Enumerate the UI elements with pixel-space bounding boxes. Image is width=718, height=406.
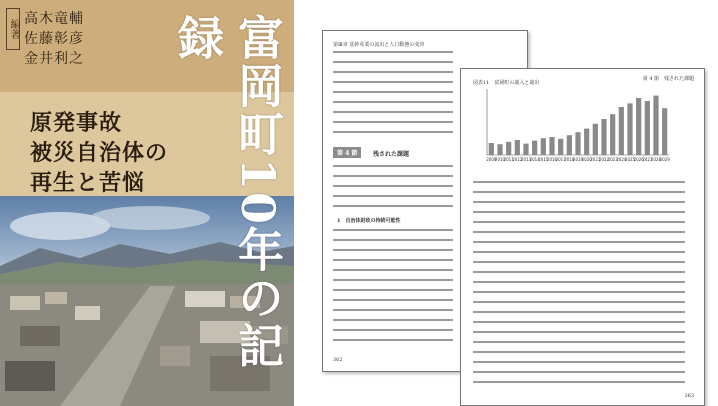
x-tick-label: 2013 (520, 157, 532, 162)
x-tick-label: 2009 (486, 157, 497, 162)
text-line (333, 339, 453, 341)
chart-bar (558, 139, 563, 155)
chart-bar (645, 101, 650, 155)
text-line (473, 211, 685, 213)
text-line (473, 371, 685, 373)
text-line (473, 361, 685, 363)
text-line (333, 165, 453, 167)
author-name: 高木竜輔 (24, 11, 84, 27)
text-line (473, 191, 685, 193)
text-line (333, 239, 453, 241)
x-tick-label: 2011 (503, 157, 514, 162)
text-line (473, 301, 685, 303)
text-line (333, 175, 453, 177)
text-line (473, 331, 685, 333)
x-tick-label: 2027 (642, 157, 653, 162)
text-line (333, 111, 453, 113)
text-line (333, 289, 453, 291)
running-header: 第Ⅲ章 基幹産業の流出と人口動態の変容 (333, 42, 425, 48)
text-line (473, 201, 685, 203)
bar-chart (473, 85, 673, 171)
x-tick-label: 2014 (529, 157, 540, 162)
x-tick-label: 2022 (598, 157, 610, 162)
chart-bar (489, 143, 494, 155)
text-line (333, 329, 453, 331)
chart-bar (610, 114, 615, 155)
chart-bar (601, 119, 606, 155)
chart-bar (567, 135, 572, 155)
text-line (473, 381, 685, 383)
chart-bar (541, 138, 546, 155)
chart-bar (619, 107, 624, 155)
x-tick-label: 2024 (616, 157, 627, 162)
text-line (333, 81, 453, 83)
text-line (333, 91, 453, 93)
x-tick-label: 2017 (555, 157, 566, 162)
text-line (333, 319, 453, 321)
text-line (473, 221, 685, 223)
text-line (333, 249, 453, 251)
text-line (333, 299, 453, 301)
text-line (333, 205, 453, 207)
book-cover (0, 0, 294, 406)
x-tick-label: 2015 (538, 157, 549, 162)
chart-bar (636, 98, 641, 155)
text-line (333, 309, 453, 311)
chart-bar (627, 103, 632, 155)
author-name: 金井利之 (24, 51, 84, 67)
chart-bar (593, 124, 598, 155)
x-tick-label: 2026 (633, 157, 644, 162)
chart-bar (515, 140, 520, 155)
x-tick-label: 2012 (512, 157, 523, 162)
chart-bar (584, 129, 589, 155)
chart-bar (532, 141, 537, 155)
text-line (333, 259, 453, 261)
editor-tag: 編著 (6, 8, 20, 50)
chart-bar (506, 142, 511, 155)
text-line (333, 185, 453, 187)
x-tick-label: 2021 (590, 157, 601, 162)
text-line (333, 51, 453, 53)
chart-bar (549, 137, 554, 155)
text-line (473, 261, 685, 263)
x-tick-label: 2018 (564, 157, 575, 162)
chart-bar (497, 144, 502, 155)
subsection-heading: 1 自治体財政の持続可能性 (337, 218, 401, 224)
text-line (473, 291, 685, 293)
chart-bar (523, 144, 528, 155)
section-label: 第 4 節 (333, 147, 361, 158)
page-number: 363 (684, 393, 694, 399)
figure-title: 図表11 富岡町の歳入と歳出 (473, 80, 540, 86)
text-line (473, 311, 685, 313)
text-line (473, 251, 685, 253)
text-line (333, 101, 453, 103)
text-line (473, 241, 685, 243)
cover-subtitle-line: 原発事故 (30, 110, 123, 136)
section-title: 残された課題 (373, 151, 410, 158)
text-line (473, 271, 685, 273)
text-line (333, 279, 453, 281)
x-tick-label: 2025 (624, 157, 636, 162)
x-tick-label: 2020 (581, 157, 592, 162)
x-tick-label: 2010 (494, 157, 506, 162)
chart-bar (653, 96, 658, 155)
text-line (333, 195, 453, 197)
cover-subtitle-line: 再生と苦悩 (30, 170, 146, 196)
right-page (460, 68, 705, 406)
text-line (333, 121, 453, 123)
text-line (473, 321, 685, 323)
x-tick-label: 2028 (650, 157, 662, 162)
text-line (473, 351, 685, 353)
page-number: 362 (333, 357, 343, 363)
author-name: 佐藤彰彦 (24, 31, 84, 47)
text-line (333, 71, 453, 73)
text-line (473, 231, 685, 233)
text-line (333, 269, 453, 271)
text-line (473, 281, 685, 283)
text-line (473, 181, 685, 183)
cover-main-title: 富岡町10年の記録 (171, 14, 285, 371)
chart-bar (662, 108, 667, 155)
cover-subtitle-line: 被災自治体の (30, 140, 169, 166)
x-tick-label: 2019 (572, 157, 584, 162)
text-line (473, 341, 685, 343)
x-tick-label: 2029 (659, 157, 670, 162)
x-tick-label: 2023 (607, 157, 618, 162)
text-line (333, 229, 453, 231)
x-tick-label: 2016 (546, 157, 558, 162)
text-line (333, 61, 453, 63)
text-line (333, 131, 453, 133)
chart-bar (575, 132, 580, 155)
running-header: 第 4 節 残された課題 (642, 76, 694, 82)
